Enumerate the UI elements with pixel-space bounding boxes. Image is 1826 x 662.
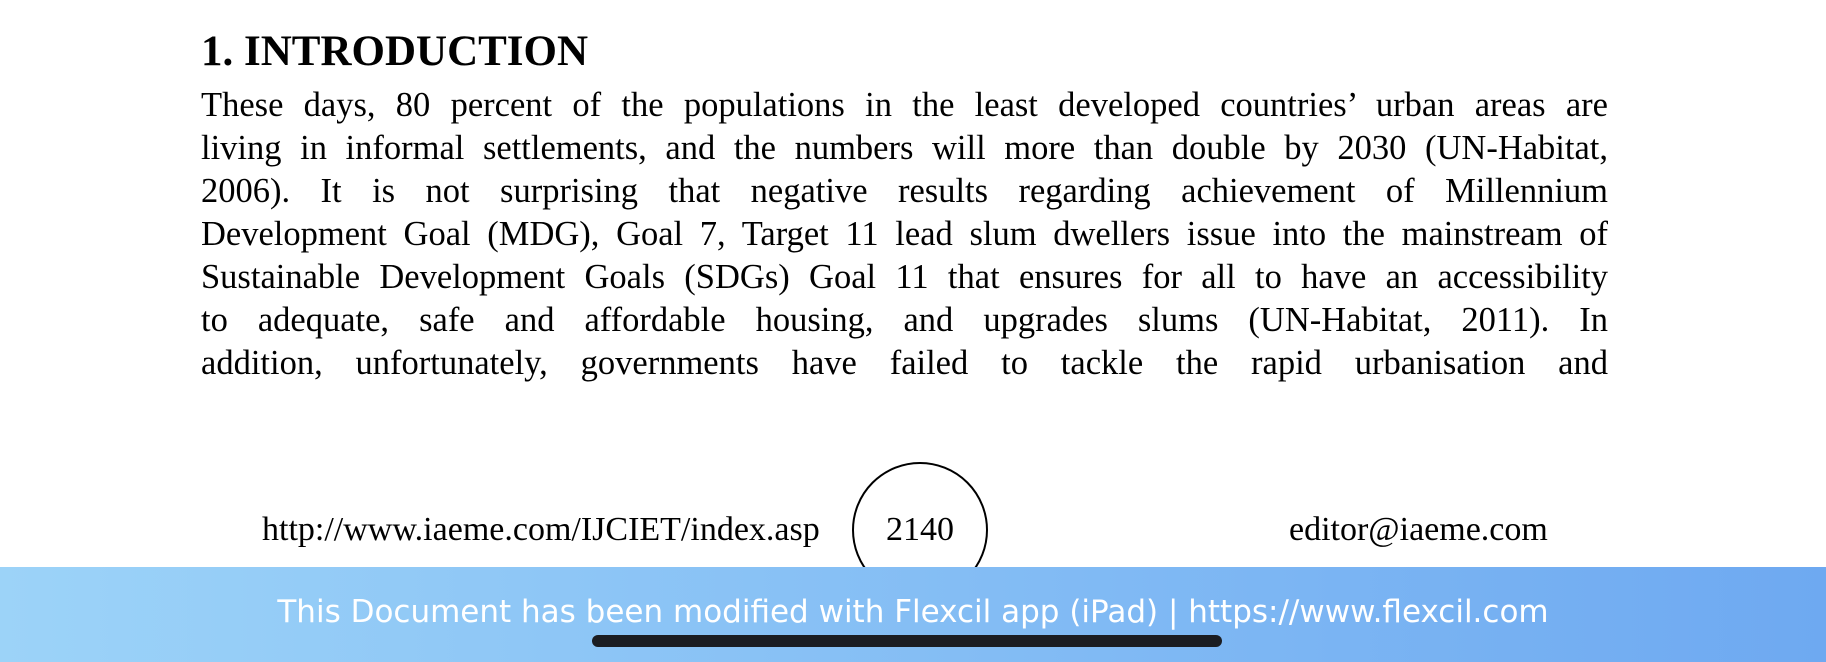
paragraph-line: 2006). It is not surprising that negative results regarding achievement of Millennium [201,172,1608,210]
paragraph-line: These days, 80 percent of the populations in the least developed countries’ urban areas are [201,86,1608,124]
paragraph-line: living in informal settlements, and the numbers will more than double by 2030 (UN-Habitat, [201,129,1608,167]
banner-text: This Document has been modified with Flexcil app (iPad) | https://www.flexcil.com [277,594,1549,630]
paragraph-line: addition, unfortunately, governments have failed to tackle the rapid urbanisation and [201,344,1608,382]
paragraph-line: Sustainable Development Goals (SDGs) Goal 11 that ensures for all to have an accessibility [201,258,1608,296]
footer-email[interactable]: editor@iaeme.com [1289,511,1548,548]
paragraph-line: to adequate, safe and affordable housing, and upgrades slums (UN-Habitat, 2011). In [201,301,1608,339]
footer-url-link[interactable]: http://www.iaeme.com/IJCIET/index.asp [262,511,820,548]
section-heading: 1. INTRODUCTION [201,28,589,75]
paragraph-line: Development Goal (MDG), Goal 7, Target 11 lead slum dwellers issue into the mainstream of [201,215,1608,253]
page-number: 2140 [886,511,954,548]
body-paragraph [201,84,1608,390]
home-indicator-bar[interactable] [592,635,1222,647]
